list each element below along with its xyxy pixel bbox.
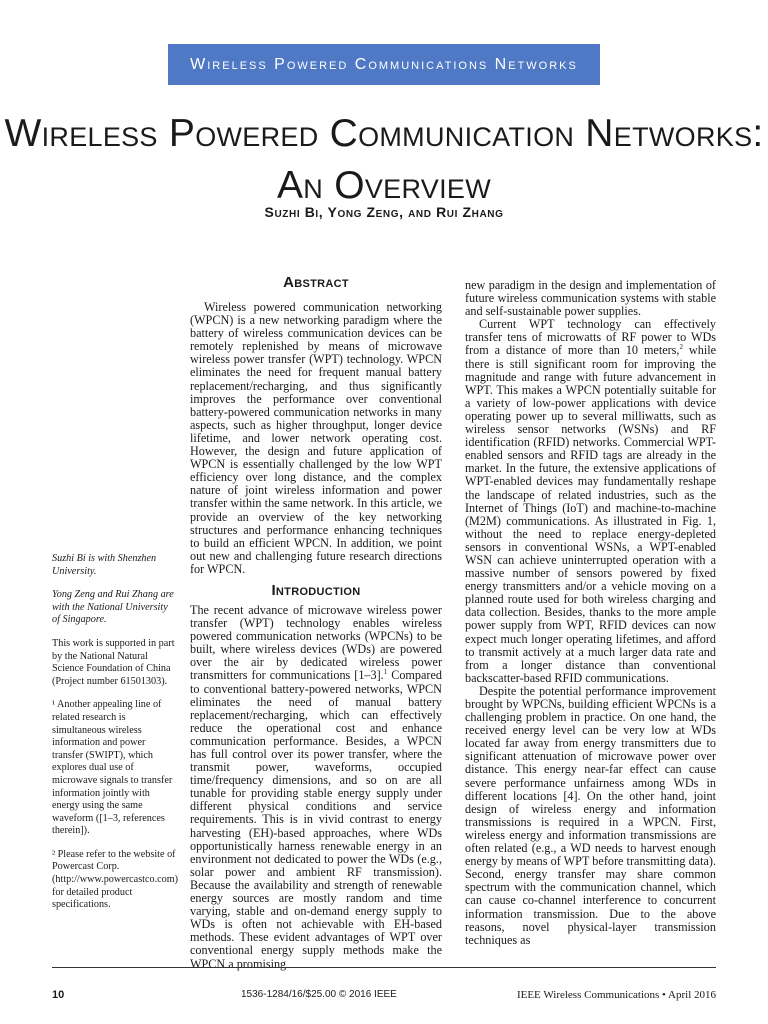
footer-divider bbox=[52, 967, 716, 968]
article-title-line-1: Wireless Powered Communication Networks: bbox=[4, 112, 764, 155]
funding-note: This work is supported in part by the National Natural Science Foundation of China (Project number 61501303). bbox=[52, 637, 175, 687]
abstract-paragraph: Wireless powered communication networking (WPCN) is a new networking paradigm where the battery of wireless communication devices can be remotely replenished by means of microwave wireless power transfer (WPT) technology. WPCN eliminates the need for frequent manual battery replacement/recharging, and thus significantly improves the performance over conventional battery-powered communication networks in many aspects, such as higher throughput, longer device lifetime, and lower network operating cost. However, the design and future application of WPCN is essentially challenged by the low WPT efficiency over long distance, and the complex nature of joint wireless information and power transfer within the same network. In this article, we provide an overview of the key networking structures and performance enhancing techniques to build an efficient WPCN. In addition, we point out new and challenging future research directions for WPCN. bbox=[190, 300, 442, 576]
column-left bbox=[190, 274, 442, 971]
introduction-paragraph: The recent advance of microwave wireless power transfer (WPT) technology enables wireless powered communication networks (WPCNs) to be built, where wireless devices (WDs) are powered over the air by dedicated wireless power transmitters for communications [1–3].$^1$ Compared to conventional battery-powered networks, WPCN eliminates the need of manual battery replacement/recharging, which can effectively reduce the operational cost and enhance communication performance. Besides, a WPCN has full control over its power transfer, where the transmit power, waveforms, occupied time/frequency dimensions, and so on are all tunable for providing stable energy supply under different physical conditions and service requirements. This is in vivid contrast to energy harvesting (EH)-based approaches, where WDs opportunistically harness renewable energy in an environment not dedicated to power the WDs (e.g., solar power and ambient RF transmission). Because the availability and strength of renewable energy sources are mostly random and time varying, stable and on-demand energy supply to WDs is often not achievable with EH-based methods. These evident advantages of WPT over conventional energy supply methods make the WPCN a promising bbox=[190, 602, 442, 971]
page-number: 10 bbox=[52, 989, 65, 1001]
abstract-heading: Abstract bbox=[283, 274, 349, 291]
sidebar-notes bbox=[52, 553, 177, 923]
journal-info: IEEE Wireless Communications • April 2016 bbox=[516, 989, 716, 1001]
column-right bbox=[465, 279, 716, 947]
body-paragraph: Despite the potential performance improvement brought by WPCNs, building efficient WPCNs is a challenging problem in practice. On one hand, the received energy level can be very low at WDs located far away from energy transmitters due to significant attenuation of microwave power over distance. This energy near-far effect can cause severe performance unfairness among WDs in different locations [4]. On the other hand, joint design of wireless energy and information transmissions is required in a WPCN. First, wireless energy and information transmissions are often related (e.g., a WD needs to harvest enough energy by means of WPT before transmitting data). Second, energy transfer may share common spectrum with the communication channel, which can cause co-channel interference to concurrent information transmission. Due to the above reasons, novel physical-layer transmission techniques as bbox=[465, 683, 716, 947]
author-affiliation-note: Yong Zeng and Rui Zhang are with the National University of Singapore. bbox=[52, 589, 174, 626]
author-list: Suzhi Bi, Yong Zeng, and Rui Zhang bbox=[264, 204, 504, 220]
footnote-1: ¹ Another appealing line of related research is simultaneous wireless information and power transfer (SWIPT), which explores dual use of microwave signals to transfer information jointly with energy using the same waveform ([1–3, references therein]). bbox=[52, 699, 173, 837]
footnote-ref-2[interactable]: 2 bbox=[679, 343, 683, 352]
footnote-2: ² Please refer to the website of Powercast Corp. (http://www.powercastco.com) for detailed product specifications. bbox=[52, 848, 179, 911]
footnote-ref-1[interactable]: 1 bbox=[383, 668, 388, 677]
copyright-notice: 1536-1284/16/$25.00 © 2016 IEEE bbox=[241, 989, 397, 1000]
body-paragraph: new paradigm in the design and implementation of future wireless communication systems with stable and self-sustainable power supplies. bbox=[465, 278, 716, 319]
author-affiliation-note: Suzhi Bi is with Shenzhen University. bbox=[52, 553, 157, 577]
article-title-line-2: An Overview bbox=[276, 164, 491, 207]
introduction-heading: Introduction bbox=[271, 581, 361, 599]
body-paragraph: Current WPT technology can effectively transfer tens of microwatts of RF power to WDs from a distance of more than 10 meters,$^2$ while there is still significant room for improving the magnitude and range with future advancement in WPT. This makes a WPCN potentially suitable for a variety of low-power applications with device operating power up to several milliwatts, such as wireless sensor networks (WSNs) and RF identification (RFID) networks. Commercial WPT-enabled sensors and RFID tags are already in the market. In the future, the extensive applications of WPT-enabled devices may fundamentally reshape the landscape of related industries, such as the Internet of Things (IoT) and machine-to-machine (M2M) communications. As illustrated in Fig. 1, without the need to replace energy-depleted sensors in conventional WSNs, a WPT-enabled WSN can achieve uninterrupted operation with a massive number of sensors powered by fixed energy transmitters and/or a vehicle moving on a planned route used for both wireless charging and data collection. Besides, thanks to the more ample power supply from WPT, RFID devices can now expect much longer operating lifetimes, and afford to transmit actively at a much larger data rate and from a longer distance than conventional backscatter-based RFID communications. bbox=[465, 317, 716, 685]
section-banner: Wireless Powered Communications Networks bbox=[168, 44, 600, 85]
article-title bbox=[0, 108, 768, 212]
